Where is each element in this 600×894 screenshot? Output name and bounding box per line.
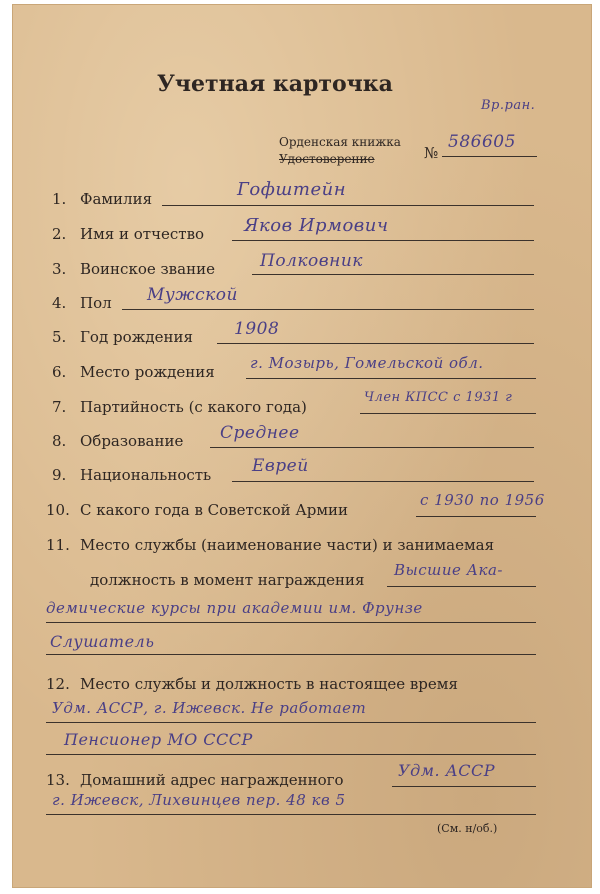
field-5-number: 5. [52,328,67,346]
number-line [442,156,537,157]
field-11-line-1 [387,586,536,587]
field-1-value: Гофштейн [237,179,347,200]
record-card [12,4,592,888]
field-9-number: 9. [52,466,67,484]
field-12-label: Место службы и должность в настоящее время [80,675,458,693]
field-3-line [252,274,534,275]
field-8-line [210,447,534,448]
field-12-value: Удм. АССР, г. Ижевск. Не работает [52,699,367,717]
field-2-value: Яков Ирмович [244,215,389,236]
field-11-line-2 [46,622,536,623]
field-12-number: 12. [46,675,70,693]
field-9-value: Еврей [252,456,309,476]
field-13-label: Домашний адрес награжденного [80,771,344,789]
field-6-number: 6. [52,363,67,381]
field-3-label: Воинское звание [80,260,215,278]
field-11-value-line-3: Слушатель [50,632,155,651]
field-3-value: Полковник [260,251,363,271]
field-8-number: 8. [52,432,67,450]
field-12-value-line-2: Пенсионер МО СССР [64,730,253,749]
footer-note: (См. н/об.) [437,822,498,835]
field-2-label: Имя и отчество [80,225,205,243]
field-12-line-1 [46,722,536,723]
field-7-line [360,413,536,414]
field-13-number: 13. [46,771,70,789]
field-8-label: Образование [80,432,184,450]
field-11-label: Место службы (наименование части) и занимаемая [80,536,495,554]
field-2-number: 2. [52,225,67,243]
field-9-line [232,481,534,482]
field-6-line [246,378,536,379]
field-11-line-3 [46,654,536,655]
field-10-value: с 1930 по 1956 [420,491,545,509]
field-4-label: Пол [80,294,112,312]
field-13-value: Удм. АССР [398,761,496,780]
field-7-number: 7. [52,398,67,416]
field-6-value: г. Мозырь, Гомельской обл. [250,354,484,372]
field-11-value-line-2: демические курсы при академии им. Фрунзе [46,599,423,617]
field-5-value: 1908 [234,319,280,339]
field-2-line [232,240,534,241]
field-4-line [122,309,534,310]
field-11-number: 11. [46,536,70,554]
field-5-label: Год рождения [80,328,193,346]
field-7-value: Член КПСС с 1931 г [364,390,513,405]
field-3-number: 3. [52,260,67,278]
field-1-label: Фамилия [80,190,153,208]
field-10-number: 10. [46,501,70,519]
field-1-number: 1. [52,190,67,208]
field-12-line-2 [46,754,536,755]
field-10-line [416,516,536,517]
field-8-value: Среднее [220,423,300,443]
field-1-line [162,205,534,206]
field-5-line [217,343,534,344]
field-13-line-2 [46,814,536,815]
field-4-number: 4. [52,294,67,312]
number-sign: № [424,144,439,162]
field-7-label: Партийность (с какого года) [80,398,307,416]
field-13-line-1 [392,786,536,787]
field-10-label: С какого года в Советской Армии [80,501,349,519]
field-13-value-line-2: г. Ижевск, Лихвинцев пер. 48 кв 5 [52,791,346,809]
number-value: 586605 [448,132,516,152]
field-9-label: Национальность [80,466,212,484]
number-note: Вр.ран. [481,98,536,113]
field-11-value: Высшие Ака- [394,561,503,579]
field-4-value: Мужской [147,285,238,305]
card-title: Учетная карточка [157,71,393,97]
certificate-label: Удостоверение [279,152,375,166]
field-11-label-line-2: должность в момент награждения [90,571,365,589]
order-book-label: Орденская книжка [279,135,401,149]
field-6-label: Место рождения [80,363,215,381]
